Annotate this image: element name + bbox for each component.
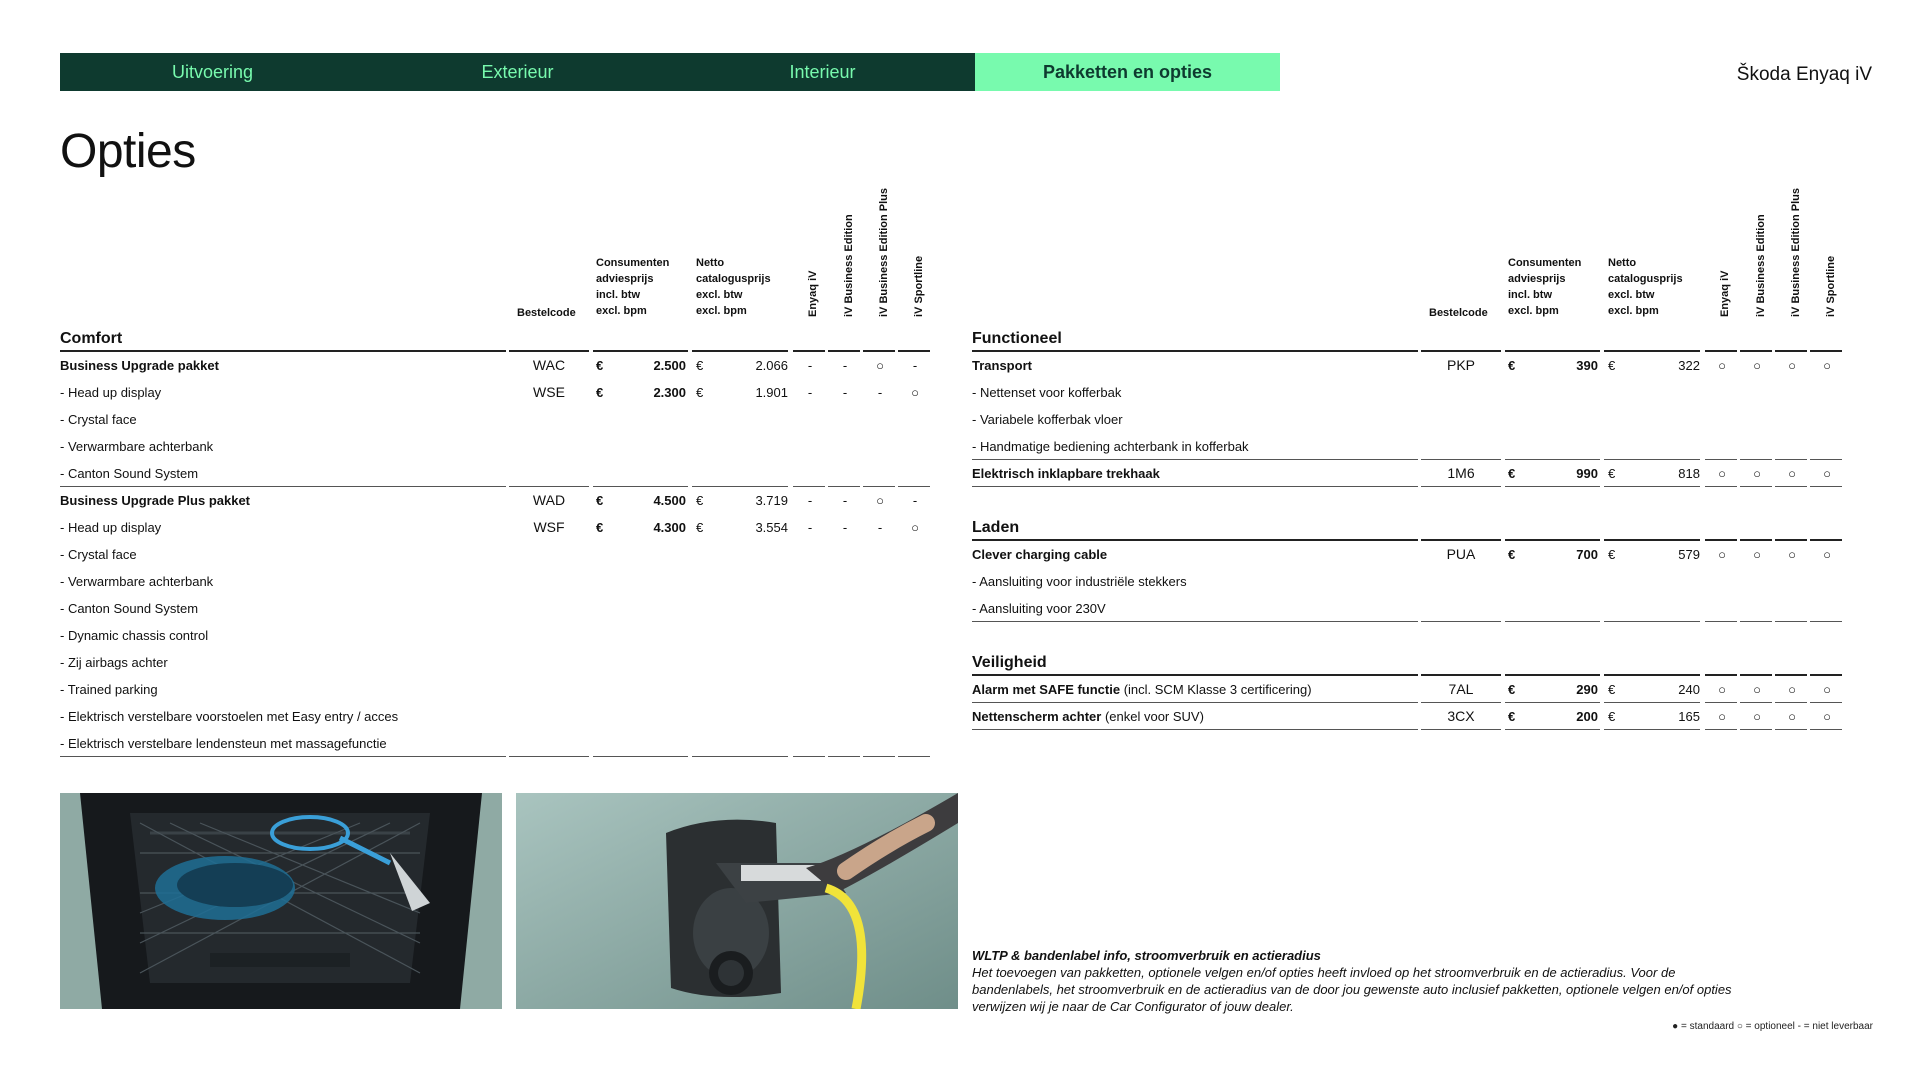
- availability-mark: -: [842, 385, 848, 400]
- table-row: [972, 676, 1844, 703]
- option-name: - Handmatige bediening achterbank in kofferbak: [972, 439, 1249, 454]
- currency-symbol: €: [696, 520, 704, 535]
- table-row: [60, 649, 932, 676]
- trunk-net-photo: [60, 793, 502, 1009]
- option-name: - Aansluiting voor 230V: [972, 601, 1106, 616]
- table-row: [60, 676, 932, 703]
- laden-rows: [972, 541, 1844, 622]
- availability-mark: -: [842, 493, 848, 508]
- header-bestelcode: Bestelcode: [1429, 307, 1488, 319]
- net-price: 322: [1678, 358, 1700, 373]
- availability-mark: -: [877, 520, 883, 535]
- availability-mark: ○: [1823, 709, 1831, 724]
- header-net-price: Netto catalogusprijs excl. btw excl. bpm: [1608, 257, 1683, 317]
- currency-symbol: €: [696, 358, 704, 373]
- availability-mark: ○: [1788, 682, 1796, 697]
- table-row: [60, 406, 932, 433]
- table-header: [60, 185, 932, 325]
- table-row: [972, 433, 1844, 460]
- availability-mark: -: [877, 385, 883, 400]
- order-code: WSE: [533, 384, 565, 400]
- availability-mark: ○: [1753, 682, 1761, 697]
- consumer-price: 2.300: [653, 385, 686, 400]
- order-code: 7AL: [1448, 681, 1474, 697]
- tab-interieur[interactable]: Interieur: [670, 53, 975, 91]
- header-variant-sportline: iV Sportline: [913, 255, 925, 317]
- order-code: 3CX: [1447, 708, 1475, 724]
- section-title-veiligheid: Veiligheid: [972, 649, 1844, 676]
- comfort-rows: [60, 352, 932, 757]
- currency-symbol: €: [1508, 682, 1516, 697]
- option-name: - Variabele kofferbak vloer: [972, 412, 1123, 427]
- header-variant-business: iV Business Edition: [1755, 214, 1767, 317]
- section-title-laden: Laden: [972, 514, 1844, 541]
- table-row: [60, 703, 932, 730]
- option-name: - Elektrisch verstelbare voorstoelen met Easy entry / acces: [60, 709, 399, 724]
- table-row: [60, 595, 932, 622]
- currency-symbol: €: [596, 520, 604, 535]
- section-title-functioneel: Functioneel: [972, 325, 1844, 352]
- net-price: 818: [1678, 466, 1700, 481]
- availability-mark: -: [842, 358, 848, 373]
- option-name: - Crystal face: [60, 547, 137, 562]
- option-name: - Dynamic chassis control: [60, 628, 209, 643]
- consumer-price: 390: [1576, 358, 1598, 373]
- table-row: [60, 730, 932, 757]
- availability-mark: ○: [1788, 466, 1796, 481]
- table-row: [60, 379, 932, 406]
- header-variant-sportline: iV Sportline: [1825, 255, 1837, 317]
- availability-mark: ○: [1823, 547, 1831, 562]
- net-price: 3.554: [755, 520, 788, 535]
- currency-symbol: €: [1608, 709, 1616, 724]
- currency-symbol: €: [596, 493, 604, 508]
- header-variant-business-plus: iV Business Edition Plus: [1790, 188, 1802, 317]
- header-variant-enyaq: Enyaq iV: [1719, 270, 1731, 317]
- currency-symbol: €: [596, 358, 604, 373]
- consumer-price: 4.300: [653, 520, 686, 535]
- currency-symbol: €: [1608, 466, 1616, 481]
- availability-mark: -: [912, 493, 918, 508]
- option-name: Clever charging cable: [972, 547, 1108, 562]
- tab-pakketten-en-opties[interactable]: Pakketten en opties: [975, 53, 1280, 91]
- table-row: [972, 703, 1844, 730]
- header-net-price: Netto catalogusprijs excl. btw excl. bpm: [696, 257, 771, 317]
- availability-mark: ○: [1753, 466, 1761, 481]
- availability-mark: ○: [1718, 547, 1726, 562]
- availability-mark: ○: [1788, 358, 1796, 373]
- page-title: Opties: [60, 125, 196, 178]
- net-price: 579: [1678, 547, 1700, 562]
- option-note: (enkel voor SUV): [1101, 709, 1204, 724]
- table-row: [972, 406, 1844, 433]
- option-name: - Verwarmbare achterbank: [60, 574, 214, 589]
- order-code: WAC: [532, 357, 566, 373]
- table-row: [60, 514, 932, 541]
- charging-cable-photo: [516, 793, 958, 1009]
- option-name: Transport: [972, 358, 1032, 373]
- footnote-title: WLTP & bandenlabel info, stroomverbruik en actieradius: [972, 948, 1321, 963]
- net-price: 3.719: [755, 493, 788, 508]
- net-price: 2.066: [755, 358, 788, 373]
- availability-mark: -: [807, 520, 813, 535]
- order-code: WAD: [532, 492, 566, 508]
- table-row: [972, 568, 1844, 595]
- net-price: 1.901: [755, 385, 788, 400]
- header-variant-business-plus: iV Business Edition Plus: [878, 188, 890, 317]
- availability-mark: -: [807, 358, 813, 373]
- availability-mark: ○: [1718, 466, 1726, 481]
- functioneel-rows: [972, 352, 1844, 487]
- consumer-price: 990: [1576, 466, 1598, 481]
- availability-mark: ○: [1718, 709, 1726, 724]
- currency-symbol: €: [1508, 466, 1516, 481]
- currency-symbol: €: [596, 385, 604, 400]
- availability-mark: ○: [1718, 358, 1726, 373]
- availability-mark: -: [807, 385, 813, 400]
- order-code: PUA: [1446, 546, 1476, 562]
- currency-symbol: €: [1608, 358, 1616, 373]
- veiligheid-rows: [972, 676, 1844, 730]
- table-row: [972, 595, 1844, 622]
- wltp-footnote: [972, 947, 1732, 1015]
- options-table-comfort: [60, 185, 932, 757]
- option-name: - Elektrisch verstelbare lendensteun met massagefunctie: [60, 736, 387, 751]
- option-name: Business Upgrade Plus pakket: [60, 493, 251, 508]
- header-consumer-price: Consumenten adviesprijs incl. btw excl. bpm: [1508, 257, 1582, 317]
- legend: ● = standaard ○ = optioneel - = niet leverbaar: [1672, 1021, 1873, 1032]
- option-name: - Canton Sound System: [60, 466, 199, 481]
- availability-mark: ○: [1718, 682, 1726, 697]
- availability-mark: ○: [911, 520, 919, 535]
- tab-exterieur[interactable]: Exterieur: [365, 53, 670, 91]
- header-bestelcode: Bestelcode: [517, 307, 576, 319]
- currency-symbol: €: [1508, 709, 1516, 724]
- currency-symbol: €: [696, 493, 704, 508]
- option-name: - Crystal face: [60, 412, 137, 427]
- option-name: - Nettenset voor kofferbak: [972, 385, 1122, 400]
- currency-symbol: €: [1508, 358, 1516, 373]
- order-code: WSF: [533, 519, 565, 535]
- consumer-price: 700: [1576, 547, 1598, 562]
- table-row: [972, 379, 1844, 406]
- option-name: - Canton Sound System: [60, 601, 199, 616]
- order-code: PKP: [1446, 357, 1475, 373]
- currency-symbol: €: [1608, 682, 1616, 697]
- header-variant-enyaq: Enyaq iV: [807, 270, 819, 317]
- availability-mark: ○: [1823, 358, 1831, 373]
- option-name: - Verwarmbare achterbank: [60, 439, 214, 454]
- currency-symbol: €: [696, 385, 704, 400]
- option-note: (incl. SCM Klasse 3 certificering): [1120, 682, 1312, 697]
- table-row: [60, 352, 932, 379]
- availability-mark: ○: [876, 493, 884, 508]
- consumer-price: 2.500: [653, 358, 686, 373]
- brand-title: Škoda Enyaq iV: [1736, 64, 1872, 85]
- table-row: [60, 568, 932, 595]
- order-code: 1M6: [1447, 465, 1475, 481]
- table-row: [60, 487, 932, 514]
- tab-bar: [60, 53, 1280, 91]
- table-row: [60, 433, 932, 460]
- consumer-price: 290: [1576, 682, 1598, 697]
- table-header: [972, 185, 1844, 325]
- option-name: - Head up display: [60, 385, 162, 400]
- currency-symbol: €: [1508, 547, 1516, 562]
- consumer-price: 200: [1576, 709, 1598, 724]
- availability-mark: ○: [876, 358, 884, 373]
- currency-symbol: €: [1608, 547, 1616, 562]
- net-price: 240: [1678, 682, 1700, 697]
- header-consumer-price: Consumenten adviesprijs incl. btw excl. bpm: [596, 257, 670, 317]
- table-row: [60, 460, 932, 487]
- availability-mark: ○: [1753, 547, 1761, 562]
- option-name: Business Upgrade pakket: [60, 358, 219, 373]
- section-title-comfort: Comfort: [60, 325, 932, 352]
- table-row: [972, 352, 1844, 379]
- options-table-functioneel: [972, 185, 1844, 730]
- net-price: 165: [1678, 709, 1700, 724]
- option-name: - Head up display: [60, 520, 162, 535]
- availability-mark: ○: [1823, 682, 1831, 697]
- availability-mark: ○: [1788, 709, 1796, 724]
- availability-mark: ○: [911, 385, 919, 400]
- option-name: Alarm met SAFE functie (incl. SCM Klasse 3 certificering): [972, 682, 1312, 697]
- availability-mark: -: [842, 520, 848, 535]
- tab-uitvoering[interactable]: Uitvoering: [60, 53, 365, 91]
- option-name: - Zij airbags achter: [60, 655, 168, 670]
- availability-mark: ○: [1753, 358, 1761, 373]
- table-row: [972, 460, 1844, 487]
- option-name: Elektrisch inklapbare trekhaak: [972, 466, 1160, 481]
- availability-mark: ○: [1788, 547, 1796, 562]
- availability-mark: -: [912, 358, 918, 373]
- header-variant-business: iV Business Edition: [843, 214, 855, 317]
- option-name: - Trained parking: [60, 682, 158, 697]
- availability-mark: -: [807, 493, 813, 508]
- footnote-body: Het toevoegen van pakketten, optionele velgen en/of opties heeft invloed op het stroomverbruik en de actieradius. Voor de bandenlabels, het stroomverbruik en de actieradius van de door jou gewenste auto inclusief pakketten, optionele velgen en/of opties verwijzen wij je naar de Car Configurator of jouw dealer.: [972, 965, 1732, 1014]
- option-name: Nettenscherm achter (enkel voor SUV): [972, 709, 1204, 724]
- option-name: - Aansluiting voor industriële stekkers: [972, 574, 1187, 589]
- table-row: [60, 541, 932, 568]
- consumer-price: 4.500: [653, 493, 686, 508]
- availability-mark: ○: [1823, 466, 1831, 481]
- table-row: [60, 622, 932, 649]
- availability-mark: ○: [1753, 709, 1761, 724]
- table-row: [972, 541, 1844, 568]
